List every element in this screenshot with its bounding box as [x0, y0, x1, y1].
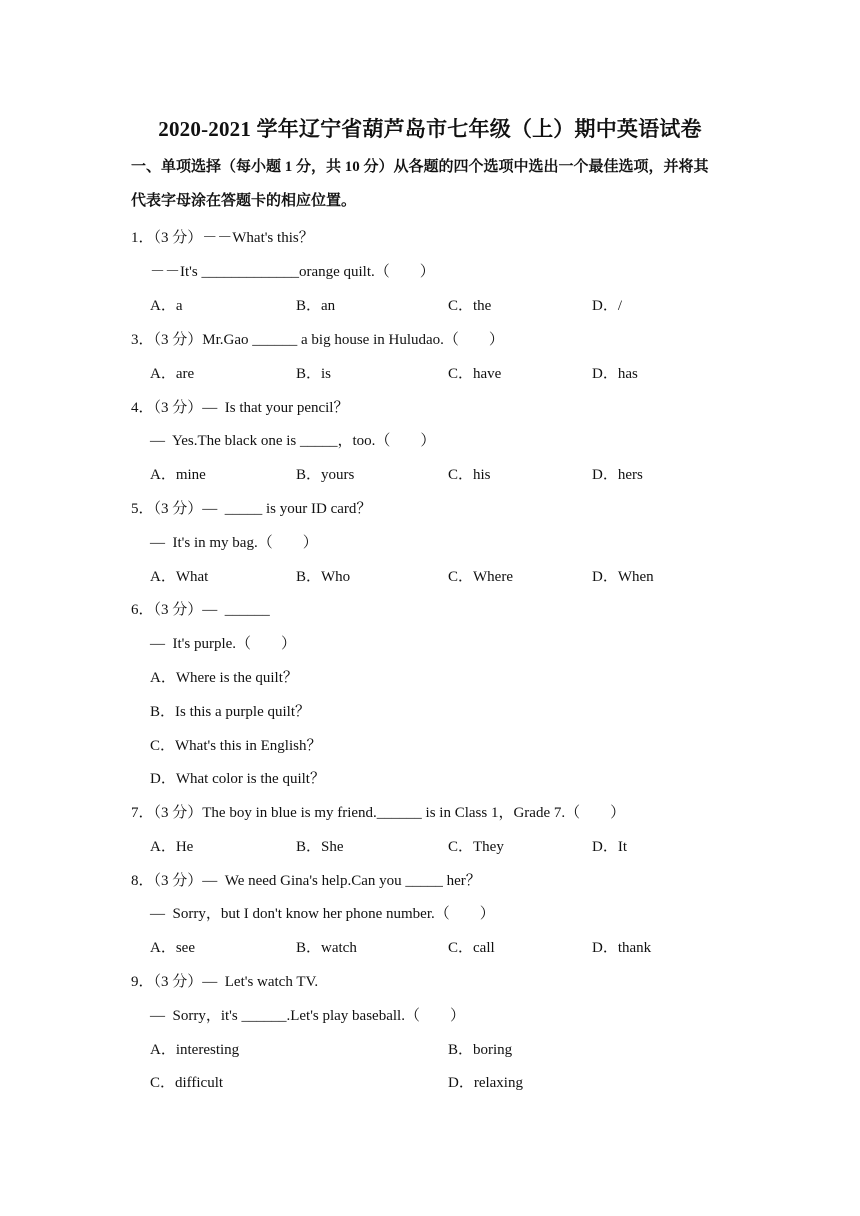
question-answer-line: — It's in my bag.（ ） — [150, 535, 318, 551]
option-c[interactable]: C．Where — [448, 569, 513, 585]
question-stem: 4．（3 分）— Is that your pencil？ — [131, 400, 349, 416]
option-a[interactable]: A．mine — [150, 467, 206, 483]
question-stem: 5．（3 分）— _____ is your ID card？ — [131, 501, 372, 517]
question-answer-line: — Sorry，it's ______.Let's play baseball.（ ） — [150, 1008, 465, 1024]
question-stem: 7．（3 分）The boy in blue is my friend.______ is in Class 1，Grade 7.（ ） — [131, 805, 626, 821]
option-a[interactable]: A．What — [150, 569, 209, 585]
option-d[interactable]: D．has — [592, 366, 638, 382]
option-c[interactable]: C．his — [448, 467, 491, 483]
option-b[interactable]: B．an — [296, 298, 336, 314]
option-b[interactable]: B．yours — [296, 467, 355, 483]
section-instructions-line2: 代表字母涂在答题卡的相应位置。 — [131, 193, 357, 209]
option-a[interactable]: A．He — [150, 839, 194, 855]
option-c[interactable]: C．have — [448, 366, 502, 382]
option-d[interactable]: D．What color is the quilt？ — [150, 771, 325, 787]
option-b[interactable]: B．boring — [448, 1042, 513, 1058]
exam-title: 2020-2021 学年辽宁省葫芦岛市七年级（上）期中英语试卷 — [158, 117, 702, 141]
option-c[interactable]: C．call — [448, 940, 495, 956]
question-answer-line: — It's purple.（ ） — [150, 636, 297, 652]
question-answer-line: －－It's _____________orange quilt.（ ） — [150, 264, 435, 280]
option-b[interactable]: B．She — [296, 839, 344, 855]
question-answer-line: — Yes.The black one is _____，too.（ ） — [150, 433, 436, 449]
question-answer-line: — Sorry，but I don't know her phone number.（ ） — [150, 906, 495, 922]
option-d[interactable]: D．thank — [592, 940, 652, 956]
option-c[interactable]: C．the — [448, 298, 492, 314]
question-stem: 1．（3 分）－－What's this？ — [131, 230, 314, 246]
section-instructions — [131, 150, 741, 218]
option-c[interactable]: C．What's this in English？ — [150, 738, 322, 754]
option-d[interactable]: D．/ — [592, 298, 623, 314]
option-a[interactable]: A．interesting — [150, 1042, 240, 1058]
section-instructions-line1: 一、单项选择（每小题 1 分，共 10 分）从各题的四个选项中选出一个最佳选项，并将其 — [131, 159, 709, 175]
option-b[interactable]: B．watch — [296, 940, 357, 956]
option-a[interactable]: A．Where is the quilt？ — [150, 670, 298, 686]
option-d[interactable]: D．hers — [592, 467, 643, 483]
option-a[interactable]: A．a — [150, 298, 183, 314]
option-d[interactable]: D．relaxing — [448, 1075, 523, 1091]
option-d[interactable]: D．It — [592, 839, 627, 855]
question-stem: 3．（3 分）Mr.Gao ______ a big house in Huludao.（ ） — [131, 332, 504, 348]
question-stem: 6．（3 分）— ______ — [131, 602, 270, 618]
option-b[interactable]: B．is — [296, 366, 332, 382]
question-stem: 8．（3 分）— We need Gina's help.Can you _____ her？ — [131, 873, 481, 889]
option-b[interactable]: B．Is this a purple quilt？ — [150, 704, 310, 720]
option-a[interactable]: A．are — [150, 366, 195, 382]
question-stem: 9．（3 分）— Let's watch TV. — [131, 974, 319, 990]
option-d[interactable]: D．When — [592, 569, 654, 585]
option-c[interactable]: C．They — [448, 839, 504, 855]
option-c[interactable]: C．difficult — [150, 1075, 224, 1091]
option-b[interactable]: B．Who — [296, 569, 351, 585]
option-a[interactable]: A．see — [150, 940, 195, 956]
